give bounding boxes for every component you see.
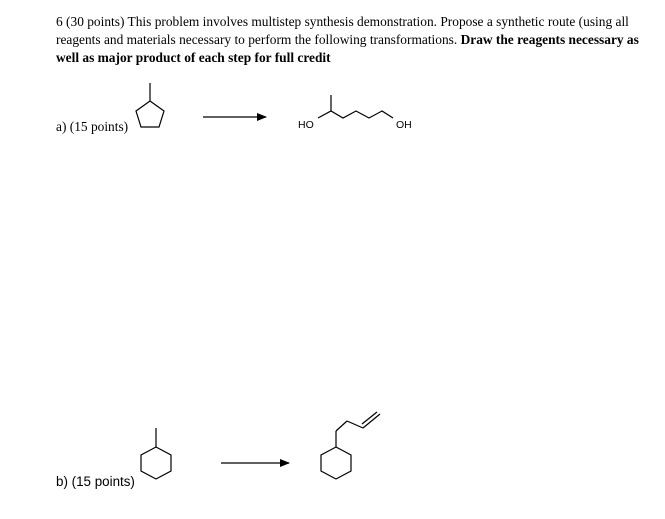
hydroxyl-right-label: OH <box>396 119 412 131</box>
carbon-chain <box>318 111 393 118</box>
reactant-a-methylcyclopentane <box>136 83 164 127</box>
part-b-label: b) (15 points) <box>56 474 135 489</box>
product-a-diol <box>298 95 412 131</box>
cyclopentane-ring <box>136 101 164 127</box>
cyclohexane-ring <box>321 447 351 479</box>
question-emphasis: Draw the reagents necessary as well as major product of each step for full credit <box>56 32 639 65</box>
reactant-b-methylcyclohexane <box>141 428 171 479</box>
part-a-label: a) (15 points) <box>56 119 129 134</box>
cyclohexane-ring <box>141 447 171 479</box>
hydroxyl-left-label: HO <box>298 119 314 131</box>
chain-bond-2 <box>347 421 363 428</box>
chain-bond-1 <box>336 421 347 431</box>
question-intro: 6 (30 points) This problem involves multistep synthesis demonstration. Propose a synthetic route (using all reagents and materials necessary to perform the following transformations. <box>56 14 629 47</box>
product-b-butenylcyclohexane <box>321 412 380 479</box>
